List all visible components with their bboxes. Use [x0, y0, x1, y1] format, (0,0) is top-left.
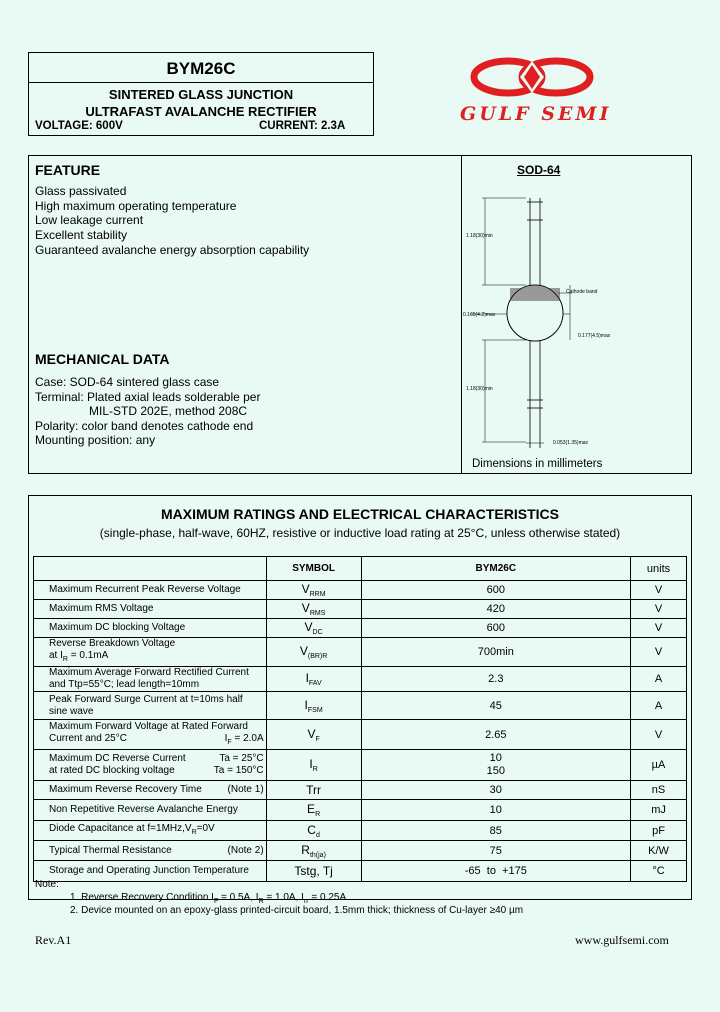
table-row — [34, 692, 687, 720]
feature-item: Glass passivated — [35, 184, 127, 198]
current-rating: CURRENT: 2.3A — [259, 120, 346, 132]
row-unit: V — [631, 619, 687, 638]
row-value: 30 — [361, 781, 631, 800]
table-row — [34, 800, 687, 821]
row-description: Maximum Average Forward Rectified Current and Ttp=55°C; lead length=10mm — [34, 667, 267, 692]
table-row — [34, 841, 687, 861]
table-row — [34, 581, 687, 600]
table-row — [34, 720, 687, 750]
row-unit: V — [631, 581, 687, 600]
row-description: Storage and Operating Junction Temperature — [34, 861, 267, 882]
company-logo — [460, 55, 610, 135]
row-description: Maximum DC blocking Voltage — [34, 619, 267, 638]
row-unit: A — [631, 667, 687, 692]
voltage-rating: VOLTAGE: 600V — [35, 120, 123, 132]
revision-label: Rev.A1 — [35, 933, 72, 947]
row-value: 600 — [361, 619, 631, 638]
col-units-header: units — [631, 557, 687, 581]
description-line-1: SINTERED GLASS JUNCTION — [108, 87, 294, 102]
row-description: Maximum Recurrent Peak Reverse Voltage — [34, 581, 267, 600]
feature-title: FEATURE — [35, 162, 101, 178]
row-description: Diode Capacitance at $f=1MHz,V_R=0V$ — [34, 821, 267, 841]
row-value: 700min — [361, 638, 631, 667]
mechanical-line: MIL-STD 202E, method 208C — [89, 404, 248, 419]
table-row — [34, 861, 687, 882]
row-symbol: $I_R$ — [266, 750, 361, 781]
row-description: Maximum RMS Voltage — [34, 600, 267, 619]
table-row — [34, 750, 687, 781]
row-unit: V — [631, 638, 687, 667]
row-value: 45 — [361, 692, 631, 720]
row-symbol: $C_d$ — [266, 821, 361, 841]
row-description: Reverse Breakdown Voltage at $I_R = 0.1mA$ — [34, 638, 267, 667]
part-number: BYM26C — [166, 59, 236, 78]
dim-cathode-band: Cathode band — [566, 289, 598, 295]
row-description: Maximum Forward Voltage at Rated Forward Current and 25°C $I_F = 2.0A$ — [34, 720, 267, 750]
row-symbol: $E_R$ — [266, 800, 361, 821]
dim-top-lead: 1.18(30)min — [466, 233, 493, 239]
ratings-subtitle: (single-phase, half-wave, 60HZ, resistive or inductive load rating at 25°C, unless otherwise stated) — [99, 526, 621, 540]
feature-item: High maximum operating temperature — [35, 198, 237, 213]
row-description: Maximum Reverse Recovery Time (Note 1) — [34, 781, 267, 800]
description-line-2: ULTRAFAST AVALANCHE RECTIFIER — [85, 104, 317, 119]
logo-text: GULF SEMI — [460, 103, 612, 125]
col-part-header: BYM26C — [361, 557, 631, 581]
dim-body-length: 0.177(4.5)max — [578, 333, 611, 339]
row-symbol: $V_{RMS}$ — [266, 600, 361, 619]
package-caption: Dimensions in millimeters — [472, 458, 603, 470]
table-row — [34, 821, 687, 841]
row-symbol: $V_F$ — [266, 720, 361, 750]
row-symbol: Tstg, Tj — [266, 861, 361, 882]
row-description: Typical Thermal Resistance (Note 2) — [34, 841, 267, 861]
website-url[interactable]: www.gulfsemi.com — [575, 933, 669, 947]
feature-item: Guaranteed avalanche energy absorption capability — [35, 242, 310, 257]
mechanical-line: Polarity: color band denotes cathode end — [35, 418, 254, 433]
package-title: SOD-64 — [517, 163, 561, 177]
mechanical-line: Case: SOD-64 sintered glass case — [35, 375, 220, 389]
package-outline-drawing — [460, 180, 640, 460]
feature-list — [35, 184, 309, 258]
table-row — [34, 781, 687, 800]
mechanical-line: Terminal: Plated axial leads solderable per — [35, 389, 261, 404]
table-row — [34, 667, 687, 692]
col-symbol-header: SYMBOL — [266, 557, 361, 581]
ratings-title: MAXIMUM RATINGS AND ELECTRICAL CHARACTERISTICS — [161, 506, 559, 522]
row-unit: µA — [631, 750, 687, 781]
dim-body-diameter: 0.165(4.2)max — [463, 312, 496, 318]
row-unit: A — [631, 692, 687, 720]
row-description: Maximum DC Reverse Current Ta = 25°C at rated DC blocking voltage Ta = 150°C — [34, 750, 267, 781]
dim-bottom-lead: 1.18(30)min — [466, 386, 493, 392]
row-symbol: $V_{DC}$ — [266, 619, 361, 638]
table-row — [34, 638, 687, 667]
row-value: 600 — [361, 581, 631, 600]
table-row — [34, 619, 687, 638]
row-value: 10 150 — [361, 750, 631, 781]
row-value: -65 to +175 — [361, 861, 631, 882]
row-description: Peak Forward Surge Current at t=10ms half sine wave — [34, 692, 267, 720]
row-symbol: $V_{(BR)R}$ — [266, 638, 361, 667]
note-2: 2. Device mounted on an epoxy-glass printed-circuit board, 1.5mm thick; thickness of Cu-layer ≥40 µm — [70, 905, 524, 916]
row-symbol: $R_{th(ja)}$ — [266, 841, 361, 861]
table-row — [34, 600, 687, 619]
row-unit: °C — [631, 861, 687, 882]
notes-title: Note: — [35, 879, 59, 890]
row-symbol: $V_{RRM}$ — [266, 581, 361, 600]
dim-lead-diameter: 0.053(1.35)max — [553, 440, 589, 446]
row-value: 2.65 — [361, 720, 631, 750]
row-unit: V — [631, 720, 687, 750]
row-value: 75 — [361, 841, 631, 861]
row-value: 10 — [361, 800, 631, 821]
feature-item: Low leakage current — [35, 213, 144, 228]
note-1: 1. Reverse Recovery Condition $I_F = 0.5A$, $I_R = 1.0A$, $I_{rr} = 0.25A$ — [70, 892, 347, 905]
row-symbol: $I_{FAV}$ — [266, 667, 361, 692]
row-value: 85 — [361, 821, 631, 841]
row-symbol: Trr — [266, 781, 361, 800]
row-unit: K/W — [631, 841, 687, 861]
row-unit: V — [631, 600, 687, 619]
row-unit: mJ — [631, 800, 687, 821]
row-description: Non Repetitive Reverse Avalanche Energy — [34, 800, 267, 821]
row-value: 2.3 — [361, 667, 631, 692]
ratings-table — [33, 556, 687, 882]
table-header-row — [34, 557, 687, 581]
mechanical-line: Mounting position: any — [35, 433, 156, 448]
mechanical-list — [35, 375, 260, 448]
title-box — [28, 52, 374, 136]
row-symbol: $I_{FSM}$ — [266, 692, 361, 720]
row-unit: nS — [631, 781, 687, 800]
feature-item: Excellent stability — [35, 228, 128, 243]
row-unit: pF — [631, 821, 687, 841]
row-value: 420 — [361, 600, 631, 619]
mechanical-title: MECHANICAL DATA — [35, 351, 170, 367]
